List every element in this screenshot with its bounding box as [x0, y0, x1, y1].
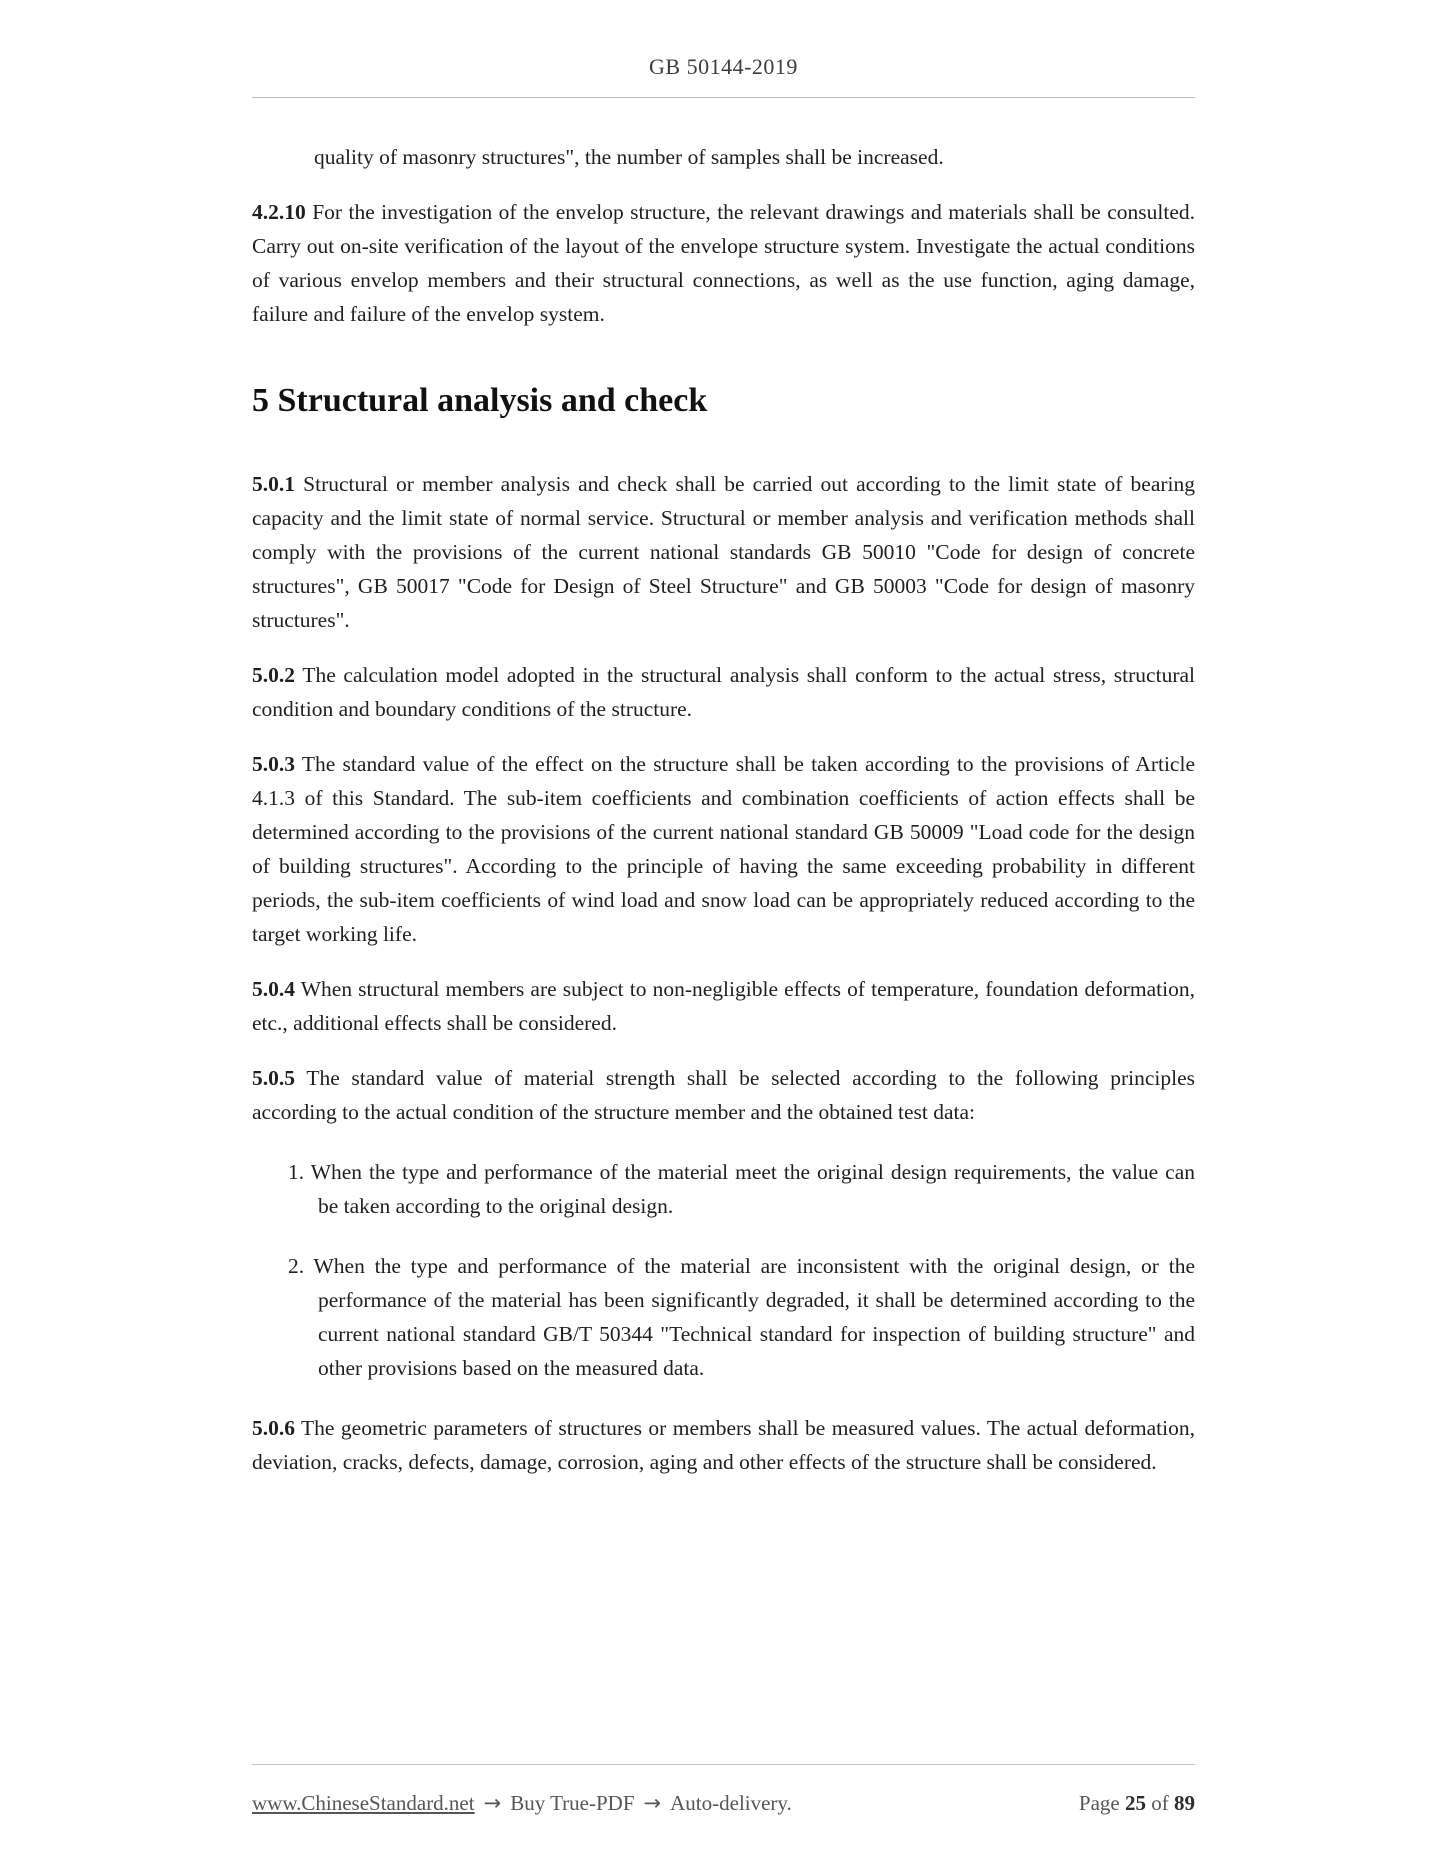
auto-delivery-text: Auto-delivery.	[670, 1791, 792, 1815]
paragraph	[252, 467, 1195, 637]
header-divider	[252, 97, 1195, 98]
clause-number: 5.0.3	[252, 752, 295, 776]
document-header: GB 50144-2019	[649, 54, 798, 79]
buy-true-pdf-text: Buy True-PDF	[510, 1791, 635, 1815]
paragraph	[252, 747, 1195, 951]
page-number	[1079, 1791, 1195, 1816]
paragraph-text: When structural members are subject to non-negligible effects of temperature, foundation deformation, etc., additional effects shall be considered.	[252, 977, 1195, 1035]
section-heading: 5 Structural analysis and check	[252, 382, 708, 419]
of-word: of	[1151, 1791, 1169, 1815]
paragraph-text: Structural or member analysis and check shall be carried out according to the limit state of bearing capacity and the limit state of normal service. Structural or member analysis and verification methods shall comply with the provisions of the current national standards GB 50010 "Code for design of concrete structures", GB 50017 "Code for Design of Steel Structure" and GB 50003 "Code for design of masonry structures".	[252, 472, 1196, 632]
footer-divider	[252, 1764, 1195, 1765]
clause-number: 5.0.2	[252, 663, 295, 687]
document-blocks	[252, 140, 1195, 1479]
footer-info	[252, 1791, 792, 1816]
clause-number: 4.2.10	[252, 200, 306, 224]
paragraph-text: The standard value of material strength shall be selected according to the following principles according to the actual condition of the structure member and the obtained test data:	[252, 1066, 1195, 1124]
clause-number: 5.0.6	[252, 1416, 295, 1440]
paragraph	[252, 972, 1195, 1040]
page-word: Page	[1078, 1791, 1120, 1815]
list-item-text: When the type and performance of the material meet the original design requirements, the value can be taken according to the original design.	[310, 1160, 1195, 1218]
list-item	[288, 1249, 1195, 1385]
paragraph-text: The calculation model adopted in the structural analysis shall conform to the actual stress, structural condition and boundary conditions of the structure.	[252, 663, 1195, 721]
paragraph	[252, 195, 1195, 331]
current-page-number: 25	[1125, 1791, 1146, 1815]
list-marker: 2.	[288, 1254, 305, 1278]
clause-number: 5.0.5	[252, 1066, 295, 1090]
page-footer	[252, 1764, 1195, 1816]
paragraph	[252, 658, 1195, 726]
paragraph: quality of masonry structures", the number of samples shall be increased.	[314, 145, 944, 169]
list-item-text: When the type and performance of the material are inconsistent with the original design, or the performance of the material has been significantly degraded, it shall be determined according to the current national standard GB/T 50344 "Technical standard for inspection of building structure" and other provisions based on the measured data.	[313, 1254, 1195, 1380]
list-item	[288, 1155, 1195, 1223]
list-marker: 1.	[288, 1160, 305, 1184]
arrow-right-icon: →	[483, 1791, 502, 1815]
website-link[interactable]: www.ChineseStandard.net	[252, 1791, 475, 1815]
paragraph	[252, 1411, 1195, 1479]
paragraph-text: The geometric parameters of structures or members shall be measured values. The actual deformation, deviation, cracks, defects, damage, corrosion, aging and other effects of the structure shall be considered.	[252, 1416, 1195, 1474]
clause-number: 5.0.1	[252, 472, 295, 496]
paragraph-text: For the investigation of the envelop structure, the relevant drawings and materials shall be consulted. Carry out on-site verification of the layout of the envelope structure system. Investigate the actual conditions of various envelop members and their structural connections, as well as the use function, aging damage, failure and failure of the envelop system.	[252, 200, 1196, 326]
total-page-number: 89	[1174, 1791, 1195, 1815]
clause-number: 5.0.4	[252, 977, 295, 1001]
paragraph	[252, 1061, 1195, 1129]
arrow-right-icon: →	[643, 1791, 662, 1815]
paragraph-text: The standard value of the effect on the structure shall be taken according to the provisions of Article 4.1.3 of this Standard. The sub-item coefficients and combination coefficients of action effects shall be determined according to the provisions of the current national standard GB 50009 "Load code for the design of building structures". According to the principle of having the same exceeding probability in different periods, the sub-item coefficients of wind load and snow load can be appropriately reduced according to the target working life.	[252, 752, 1195, 946]
